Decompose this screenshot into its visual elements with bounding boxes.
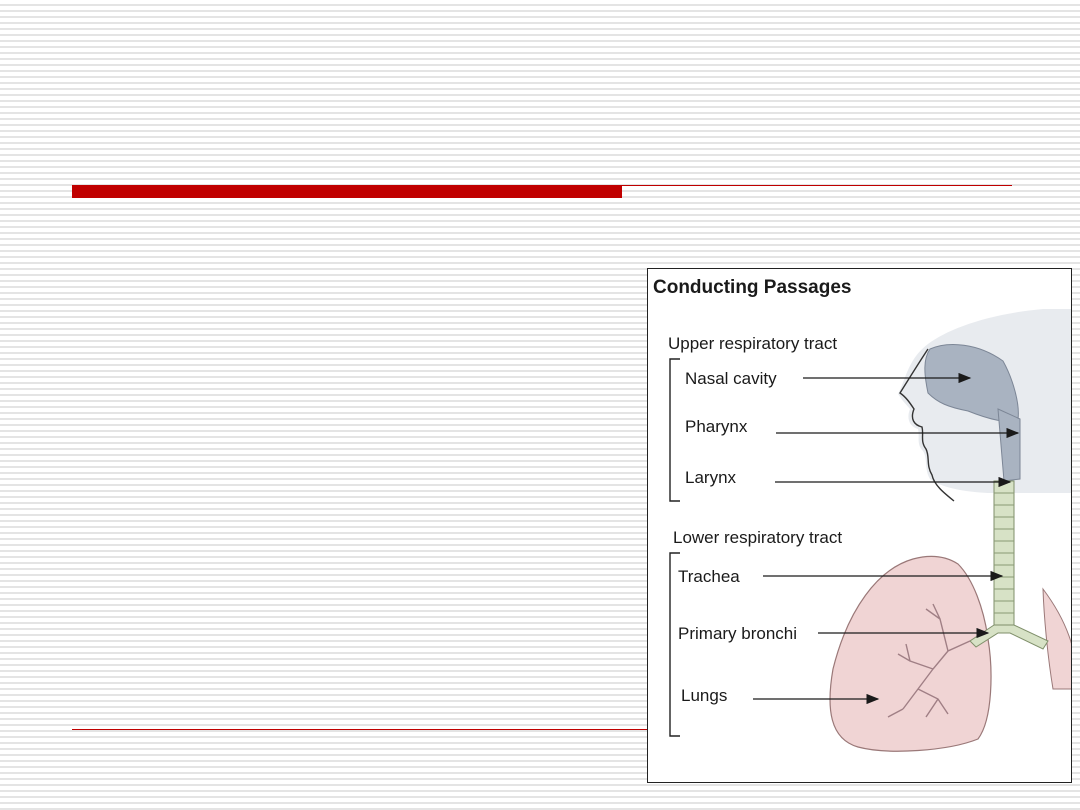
left-lung-shape — [830, 556, 991, 751]
upper-group-label: Upper respiratory tract — [668, 334, 838, 353]
figure-title: Conducting Passages — [653, 277, 852, 298]
upper-bracket — [670, 359, 680, 501]
lower-group-label: Lower respiratory tract — [673, 528, 843, 547]
right-lung-shape — [1043, 589, 1072, 689]
label-nasal-cavity: Nasal cavity — [685, 369, 777, 388]
title-underline-accent — [72, 185, 622, 198]
respiratory-diagram — [647, 268, 1072, 783]
label-lungs: Lungs — [681, 686, 728, 705]
label-primary-bronchi: Primary bronchi — [678, 624, 798, 643]
trachea-shape — [994, 481, 1014, 627]
label-larynx: Larynx — [685, 468, 737, 487]
label-pharynx: Pharynx — [685, 417, 748, 436]
diagram-artwork — [648, 269, 1072, 783]
title-underline-rule — [622, 185, 1012, 186]
label-trachea: Trachea — [678, 567, 740, 586]
footer-rule — [72, 729, 650, 730]
